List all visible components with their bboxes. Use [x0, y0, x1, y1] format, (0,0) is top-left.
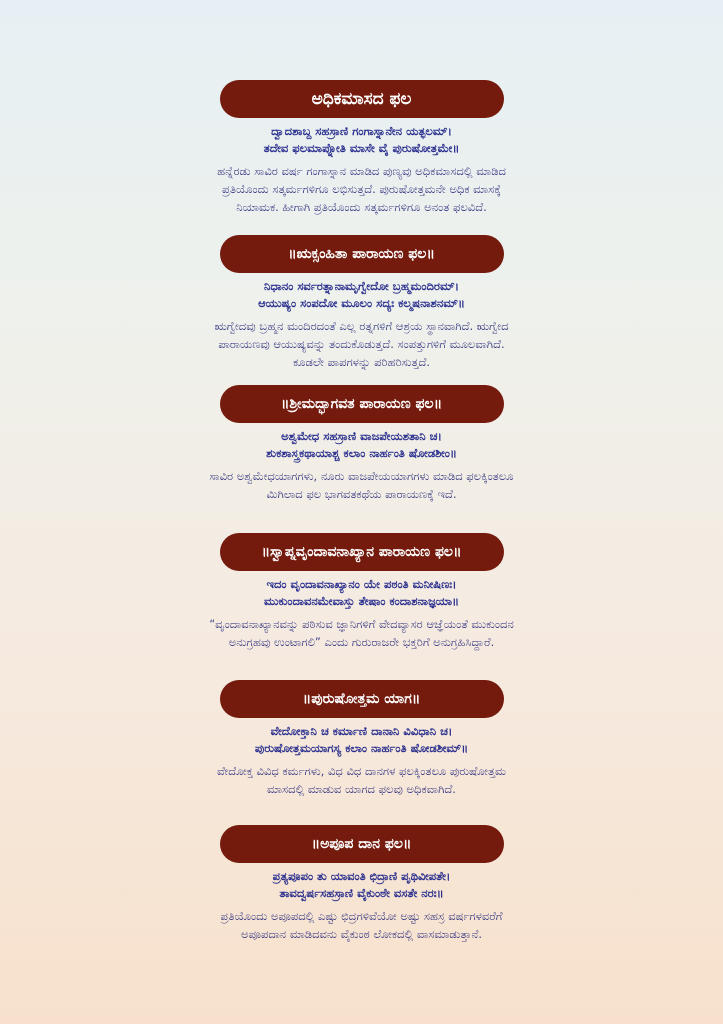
shloka — [0, 868, 723, 902]
meaning-line: “ವೃಂದಾವನಾಖ್ಯಾನವನ್ನು ಪಠಿಸುವ ಜ್ಞಾನಿಗಳಿಗೆ ವೇದವ್ಯಾಸರ ಆಜ್ಞೆಯಂತೆ ಮುಕುಂದನ — [209, 617, 514, 631]
meaning-line: ಋಗ್ವೇದವು ಬ್ರಹ್ಮನ ಮಂದಿರದಂತೆ ಎಲ್ಲ ರತ್ನಗಳಿಗೆ ಆಶ್ರಯ ಸ್ಥಾನವಾಗಿದೆ. ಋಗ್ವೇದ — [214, 319, 509, 333]
shloka-line: ಇದಂ ವೃಂದಾವನಾಖ್ಯಾನಂ ಯೇ ಪಠಂತಿ ಮನೀಷಿಣಃ। — [266, 577, 457, 591]
shloka — [0, 278, 723, 312]
section-title: ॥ಸ್ವಾಪ್ನವೃಂದಾವನಾಖ್ಯಾನ ಪಾರಾಯಣ ಫಲ॥ — [261, 544, 462, 560]
section-title: ॥ಪುರುಷೋತ್ತಮ ಯಾಗ॥ — [302, 691, 421, 707]
meaning-line: ಅನುಗ್ರಹವು ಉಂಟಾಗಲಿ” ಎಂದು ಗುರುರಾಜರೇ ಭಕ್ತರಿಗೆ ಅನುಗ್ರಹಿಸಿದ್ದಾರೆ. — [228, 635, 495, 649]
shloka — [0, 428, 723, 462]
meaning-line: ಪ್ರತಿಯೊಂದು ಅಪೂಪದಲ್ಲಿ ಎಷ್ಟು ಛಿದ್ರಗಳಿವೆಯೋ ಅಷ್ಟು ಸಹಸ್ರ ವರ್ಷಗಳವರೆಗೆ — [220, 909, 503, 923]
shloka-line: ವೇದೋಕ್ತಾನಿ ಚ ಕರ್ಮಾಣಿ ದಾನಾನಿ ವಿವಿಧಾನಿ ಚ। — [270, 724, 453, 738]
section-rksamhita — [0, 235, 723, 371]
shloka — [0, 576, 723, 610]
section-title: ಅಧಿಕಮಾಸದ ಫಲ — [311, 89, 412, 109]
section-title-banner — [220, 533, 504, 571]
shloka-line: ಅಶ್ವಮೇಧ ಸಹಸ್ರಾಣಿ ವಾಜಪೇಯಶತಾನಿ ಚ। — [281, 429, 442, 443]
section-title-banner — [220, 385, 504, 423]
section-title-banner — [220, 80, 504, 118]
meaning-line: ಹನ್ನೆರಡು ಸಾವಿರ ವರ್ಷ ಗಂಗಾಸ್ನಾನ ಮಾಡಿದ ಪುಣ್ಯವು ಅಧಿಕಮಾಸದಲ್ಲಿ ಮಾಡಿದ — [217, 164, 506, 178]
shloka — [0, 123, 723, 157]
section-title-banner — [220, 825, 504, 863]
shloka-line: ಮುಕುಂದಾವನಮೇವಾಸ್ತು ತೇಷಾಂ ಕಂದಾಶನಾಜ್ಞಯಾ॥ — [263, 594, 460, 608]
meaning-line: ಸಾವಿರ ಅಶ್ವಮೇಧಯಾಗಗಳು, ನೂರು ವಾಜಪೇಯಯಾಗಗಳು ಮಾಡಿದ ಫಲಕ್ಕಿಂತಲೂ — [209, 469, 514, 483]
section-adhikamasa — [0, 80, 723, 216]
meaning — [62, 907, 662, 943]
shloka-line: ಶುಕಶಾಸ್ತ್ರಕಥಾಯಾಶ್ಚ ಕಲಾಂ ನಾರ್ಹಂತಿ ಷೋಡಶೀಂ॥ — [266, 446, 457, 460]
shloka — [0, 723, 723, 757]
meaning — [62, 615, 662, 651]
meaning-line: ಕೂಡಲೇ ಪಾಪಗಳನ್ನು ಪರಿಹರಿಸುತ್ತದೆ. — [292, 355, 431, 369]
shloka-line: ಆಯುಷ್ಯಂ ಸಂಪದೋ ಮೂಲಂ ಸದ್ಯಃ ಕಲ್ಮಷನಾಶನಮ್॥ — [258, 296, 465, 310]
meaning — [62, 467, 662, 503]
section-title: ॥ಋಕ್ಸಂಹಿತಾ ಪಾರಾಯಣ ಫಲ॥ — [288, 246, 435, 262]
meaning — [62, 762, 662, 798]
meaning-line: ನಿಯಾಮಕ. ಹೀಗಾಗಿ ಪ್ರತಿಯೊಂದು ಸತ್ಕರ್ಮಗಳಿಗೂ ಅನಂತ ಫಲವಿದೆ. — [236, 200, 487, 214]
section-title: ॥ಅಪೂಪ ದಾನ ಫಲ॥ — [311, 836, 412, 852]
section-vrundavanakhyana — [0, 533, 723, 651]
section-apupa-dana — [0, 825, 723, 943]
shloka-line: ತಾವದ್ವರ್ಷಸಹಸ್ರಾಣಿ ವೈಕುಂಠೇ ವಸತೇ ನರಃ॥ — [279, 886, 444, 900]
meaning-line: ವೇದೋಕ್ತ ವಿವಿಧ ಕರ್ಮಗಳು, ವಿಧ ವಿಧ ದಾನಗಳ ಫಲಕ್ಕಿಂತಲೂ ಪುರುಷೋತ್ತಮ — [217, 764, 506, 778]
meaning-line: ಮಾಸದಲ್ಲಿ ಮಾಡುವ ಯಾಗದ ಫಲವು ಅಧಿಕವಾಗಿದೆ. — [267, 782, 456, 796]
section-title: ॥ಶ್ರೀಮದ್ಭಾಗವತ ಪಾರಾಯಣ ಫಲ॥ — [280, 396, 443, 412]
shloka-line: ಪ್ರತ್ಯಪೂಪಂ ತು ಯಾವಂತಿ ಛಿದ್ರಾಣಿ ಪೃಥಿವೀಪತೇ। — [272, 869, 451, 883]
meaning-line: ಅಪೂಪದಾನ ಮಾಡಿದವನು ವೈಕುಂಠ ಲೋಕದಲ್ಲಿ ವಾಸಮಾಡುತ್ತಾನೆ. — [240, 927, 483, 941]
section-title-banner — [220, 235, 504, 273]
section-purushottama-yaga — [0, 680, 723, 798]
meaning-line: ಪ್ರತಿಯೊಂದು ಸತ್ಕರ್ಮಗಳಿಗೂ ಲಭಿಸುತ್ತದೆ. ಪುರುಷೋತ್ತಮನೇ ಅಧಿಕ ಮಾಸಕ್ಕೆ — [221, 182, 501, 196]
section-bhagavata — [0, 385, 723, 503]
meaning — [62, 162, 662, 216]
shloka-line: ನಿಧಾನಂ ಸರ್ವರತ್ನಾನಾಮೃಗ್ವೇದೋ ಬ್ರಹ್ಮಮಂದಿರಮ್। — [263, 279, 460, 293]
section-title-banner — [220, 680, 504, 718]
shloka-line: ತದೇವ ಫಲಮಾಪ್ನೋತಿ ಮಾಸೇ ವೈ ಪುರುಷೋತ್ತಮೇ॥ — [263, 141, 460, 155]
meaning-line: ಮಿಗಿಲಾದ ಫಲ ಭಾಗವತಕಥೆಯ ಪಾರಾಯಣಕ್ಕೆ ಇದೆ. — [266, 487, 457, 501]
meaning — [62, 317, 662, 371]
shloka-line: ದ್ವಾದಶಾಬ್ದ ಸಹಸ್ರಾಣಿ ಗಂಗಾಸ್ನಾನೇನ ಯತ್ಫಲಮ್। — [271, 124, 452, 138]
shloka-line: ಪುರುಷೋತ್ತಮಯಾಗಸ್ಯ ಕಲಾಂ ನಾರ್ಹಂತಿ ಷೋಡಶೀಮ್॥ — [254, 741, 469, 755]
meaning-line: ಪಾರಾಯಣವು ಆಯುಷ್ಯವನ್ನು ತಂದುಕೊಡುತ್ತದೆ. ಸಂಪತ್ತುಗಳಿಗೆ ಮೂಲವಾಗಿದೆ. — [218, 337, 505, 351]
